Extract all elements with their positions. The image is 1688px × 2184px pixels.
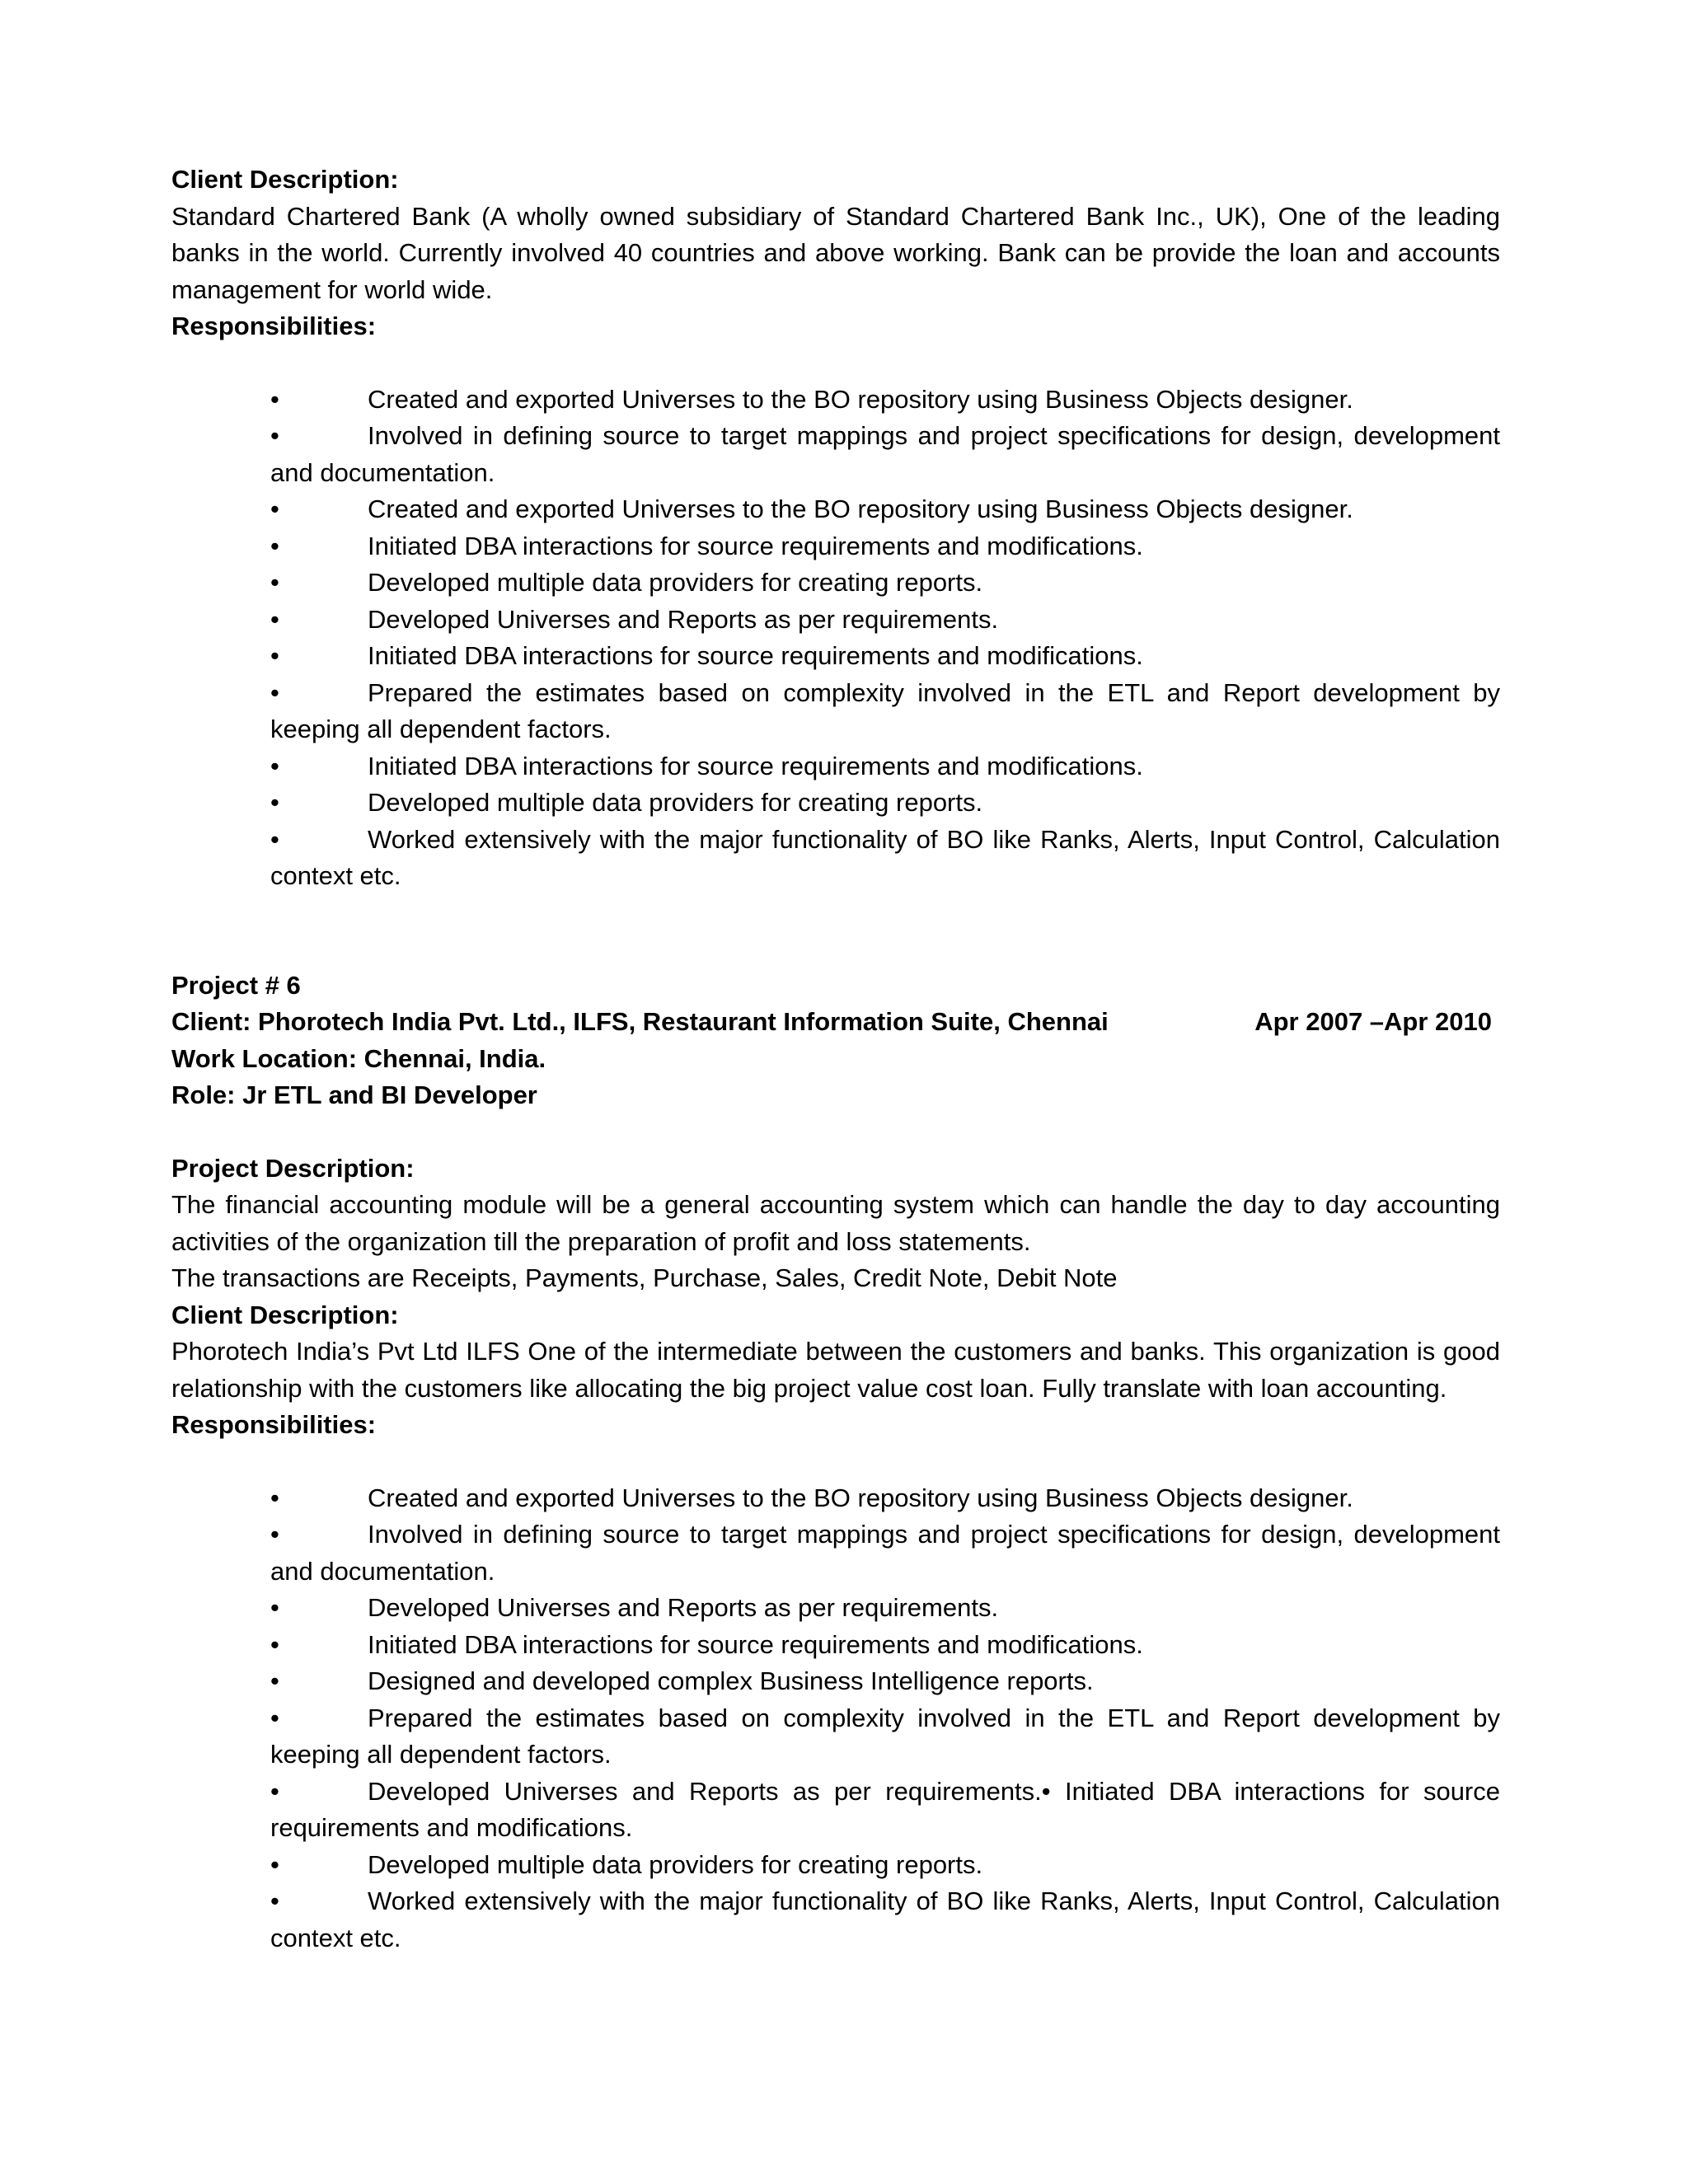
project-dates: Apr 2007 –Apr 2010 — [1254, 1007, 1492, 1036]
role: Role: Jr ETL and BI Developer — [171, 1080, 537, 1109]
spacer — [171, 345, 1500, 382]
list-item — [270, 491, 1500, 528]
bullet-icon: • — [270, 1629, 279, 1659]
list-item-text: Created and exported Universes to the BO repository using Business Objects designer. — [368, 1483, 1353, 1512]
bullet-icon: • — [270, 1849, 279, 1879]
bullet-icon: • — [270, 568, 279, 597]
bullet-icon: • — [270, 677, 279, 707]
list-item — [270, 638, 1500, 675]
list-item-text: Designed and developed complex Business Intelligence reports. — [368, 1666, 1094, 1695]
list-item-text: Worked extensively with the major functionality of BO like Ranks, Alerts, Input Control, Calculation context etc. — [270, 824, 1500, 890]
list-item-text: Developed Universes and Reports as per requirements. — [368, 1593, 999, 1622]
list-item — [270, 822, 1500, 895]
spacer — [171, 1114, 1500, 1151]
bullet-icon: • — [270, 641, 279, 670]
bullet-icon: • — [270, 1886, 279, 1915]
list-item — [270, 748, 1500, 785]
bullet-icon: • — [270, 494, 279, 523]
list-item — [270, 1847, 1500, 1884]
project-client-line — [171, 1004, 1500, 1041]
list-item-text: Prepared the estimates based on complexity involved in the ETL and Report development by keeping all dependent factors. — [270, 1703, 1500, 1769]
list-item-text: Developed multiple data providers for creating reports. — [368, 568, 983, 597]
list-item-text: Developed Universes and Reports as per requirements. — [368, 604, 999, 634]
list-item — [270, 1627, 1500, 1664]
client-description-text: Phorotech India’s Pvt Ltd ILFS One of the intermediate between the customers and banks. This organization is good relationship with the customers like allocating the big project value cost loan. Fully translate with loan accounting. — [171, 1337, 1500, 1403]
project-title: Project # 6 — [171, 970, 301, 1000]
responsibilities-list — [270, 382, 1500, 895]
list-item — [270, 565, 1500, 602]
list-item-text: Initiated DBA interactions for source requirements and modifications. — [368, 1629, 1143, 1659]
bullet-icon: • — [270, 384, 279, 414]
list-item — [270, 1774, 1500, 1847]
list-item-text: Initiated DBA interactions for source requirements and modifications. — [368, 751, 1143, 780]
bullet-icon: • — [270, 1776, 279, 1806]
client-description-heading: Client Description: — [171, 165, 399, 194]
page-content — [171, 162, 1500, 1957]
list-item — [270, 1480, 1500, 1517]
bullet-icon: • — [270, 1703, 279, 1732]
project-description-heading: Project Description: — [171, 1153, 415, 1183]
list-item-text: Initiated DBA interactions for source requirements and modifications. — [368, 531, 1143, 560]
bullet-icon: • — [270, 531, 279, 560]
list-item — [270, 1700, 1500, 1774]
project-client: Client: Phorotech India Pvt. Ltd., ILFS, Restaurant Information Suite, Chennai — [171, 1007, 1109, 1036]
list-item-text: Developed multiple data providers for creating reports. — [368, 1849, 983, 1879]
bullet-icon: • — [270, 1666, 279, 1695]
list-item-text: Worked extensively with the major functionality of BO like Ranks, Alerts, Input Control, Calculation context etc. — [270, 1886, 1500, 1952]
spacer — [171, 1444, 1500, 1480]
list-item-text: Involved in defining source to target mappings and project specifications for design, development and documentation. — [270, 421, 1500, 487]
bullet-icon: • — [270, 824, 279, 854]
client-description-heading: Client Description: — [171, 1300, 399, 1329]
responsibilities-heading: Responsibilities: — [171, 1410, 377, 1439]
bullet-icon: • — [270, 1593, 279, 1622]
list-item-text: Involved in defining source to target mappings and project specifications for design, development and documentation. — [270, 1520, 1500, 1586]
list-item-text: Prepared the estimates based on complexity involved in the ETL and Report development by keeping all dependent factors. — [270, 677, 1500, 743]
client-description-text: Standard Chartered Bank (A wholly owned subsidiary of Standard Chartered Bank Inc., UK), One of the leading banks in the world. Currently involved 40 countries and above working. Bank can be provide the loan and accounts management for world wide. — [171, 201, 1500, 304]
responsibilities-heading: Responsibilities: — [171, 312, 377, 340]
bullet-icon: • — [270, 751, 279, 780]
list-item — [270, 675, 1500, 748]
list-item-text: Created and exported Universes to the BO repository using Business Objects designer. — [368, 384, 1353, 414]
project-description-text: The financial accounting module will be a general accounting system which can handle the day to day accounting activities of the organization till the preparation of profit and loss statements. — [171, 1190, 1500, 1256]
list-item — [270, 1663, 1500, 1700]
bullet-icon: • — [270, 604, 279, 634]
list-item — [270, 1590, 1500, 1627]
responsibilities-list — [270, 1480, 1500, 1957]
spacer — [171, 895, 1500, 968]
transactions-text: The transactions are Receipts, Payments, Purchase, Sales, Credit Note, Debit Note — [171, 1263, 1118, 1292]
list-item-text: Developed multiple data providers for creating reports. — [368, 788, 983, 817]
list-item — [270, 528, 1500, 565]
work-location: Work Location: Chennai, India. — [171, 1043, 546, 1073]
list-item — [270, 785, 1500, 822]
bullet-icon: • — [270, 421, 279, 450]
list-item-text: Initiated DBA interactions for source requirements and modifications. — [368, 641, 1143, 670]
bullet-icon: • — [270, 788, 279, 817]
list-item — [270, 382, 1500, 419]
list-item — [270, 418, 1500, 491]
list-item-text: Developed Universes and Reports as per requirements.• Initiated DBA interactions for source requirements and modifications. — [270, 1776, 1500, 1842]
list-item — [270, 1883, 1500, 1957]
bullet-icon: • — [270, 1483, 279, 1512]
list-item — [270, 1516, 1500, 1590]
list-item — [270, 602, 1500, 639]
bullet-icon: • — [270, 1520, 279, 1549]
list-item-text: Created and exported Universes to the BO repository using Business Objects designer. — [368, 494, 1353, 523]
